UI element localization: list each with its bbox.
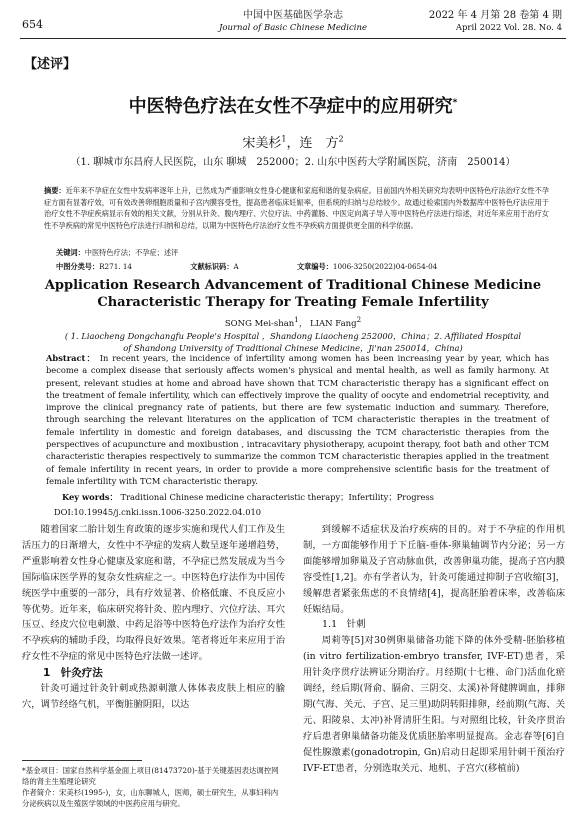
author-1-en: SONG Mei-shan (224, 318, 295, 329)
doc-code-value: A (233, 262, 239, 271)
article-title-en: Application Research Advancement of Traditional Chinese Medicine Characteristic Therapy for Treating Female Infertility (44, 278, 542, 310)
author-1-sup: 1 (281, 134, 287, 144)
keywords-cn (56, 248, 178, 258)
abstract-cn-label: 摘要： (44, 186, 66, 195)
doc-code-label: 文献标识码： (190, 262, 234, 271)
author-1-cn: 宋美杉 (242, 136, 282, 151)
abstract-en-label: Abstract： (46, 353, 96, 363)
abstract-en-text: In recent years, the incidence of infertility among women has been increasing year by year, which has become a complex disease that seriously affects women's physical and mental health, as well as family harmony. At present, relevant studies at home and abroad have shown that TCM characteristic therapy has a significant effect on the treatment of female infertility, which can effectively improve the quality of oocyte and endometrial receptivity, and improve the clinical pregnancy rate of patients, but there are few systematic induction and summary. Therefore, through searching the relevant literatures on the application of TCM characteristic therapies in the treatment of female infertility in domestic and foreign databases, and discussing the TCM characteristic therapies from the perspectives of acupuncture and moxibustion , intracavitary physiotherapy, acupoint therapy, foot bath and other TCM characteristic therapies respectively to summarize the common TCM characteristic therapies applied in the treatment of female infertility in recent years, in order to provide a more comprehensive scientific basis for the treatment of female infertility with TCM characteristic therapy. (46, 353, 550, 486)
keywords-en-label: Key words： (62, 492, 118, 502)
authors-cn (0, 132, 586, 151)
author-en-separator: ， (298, 318, 311, 329)
footnote (22, 765, 285, 809)
article-title-cn (0, 92, 586, 118)
article-id (297, 262, 465, 271)
keywords-en (62, 491, 434, 503)
author-2-en: LIAN Fang (310, 318, 357, 329)
authors-en (0, 315, 586, 329)
abstract-cn-text: 近年来不孕症在女性中发病率逐年上升，已然成为严重影响女性身心健康和家庭和谐的复杂病症。目前国内外相关研究均表明中医特色疗法治疗女性不孕症方面有显著疗效，可有效改善卵细胞质量和子宫内膜容受性，提高患者临床妊娠率，但系统的归纳与总结较少。故通过检索国内外数据库中医特色疗法应用于治疗女性不孕症疾病显示有效的相关文献，分别从针灸、腹内理疗、穴位疗法、中药灌肠、中医定向离子导入等中医特色疗法进行综述，对近年来应用于治疗女性不孕疾病的常见中医特色疗法进行归纳和总结，以期为中医特色疗法治疗女性不孕疾病方面提供更全面的科学依据。 (44, 186, 549, 230)
author-2-en-sup: 2 (356, 315, 362, 324)
body-left-column (22, 522, 285, 713)
header-divider (20, 38, 566, 39)
issue-date-en: April 2022 Vol. 28. No. 4 (455, 23, 562, 33)
affiliation-cn: （1. 聊城市东昌府人民医院，山东 聊城 252000；2. 山东中医药大学附属医院，济南 250014） (70, 157, 516, 168)
footnote-divider (22, 760, 142, 761)
affiliation-en: ( 1. Liaocheng Dongchangfu People's Hospital ，Shandong Liaocheng 252000，China；2. Affiliated Hospital of Shandong University of Traditional Chinese Medicine，Ji'nan 250014，China) (64, 331, 522, 353)
clc-number (56, 262, 160, 271)
title-cn-text: 中医特色疗法在女性不孕症中的应用研究 (128, 96, 453, 117)
clc-value: R271. 14 (99, 262, 132, 271)
article-id-value: 1006-3250(2022)04-0654-04 (332, 262, 438, 271)
author-2-cn: 连 方 (299, 136, 339, 151)
classification-row (56, 262, 493, 272)
subsection-heading-needling: 1.1 针刺 (322, 619, 366, 631)
acupuncture-paragraph: 针灸可通过针灸针刺或热源刺激人体体表皮肤上相应的腧穴，调节经络气机，平衡脏腑阴阳，以达 (22, 683, 285, 711)
issue-info (429, 9, 562, 35)
doi: DOI:10.19945/j.cnki.issn.1006-3250.2022.04.010 (54, 507, 262, 517)
journal-title-en: Journal of Basic Chinese Medicine (218, 23, 368, 33)
keywords-cn-text: 中医特色疗法；不孕症；述评 (84, 248, 179, 257)
clc-label: 中图分类号： (56, 262, 100, 271)
section-tag: 【述评】 (24, 57, 77, 72)
body-right-column (303, 522, 565, 777)
keywords-cn-label: 关键词： (56, 248, 85, 257)
fund-note: *基金项目：国家自然科学基金面上项目(81473720)-基于关键基因表达调控网络的肾主生殖理论研究 (22, 766, 279, 786)
needling-paragraph: 周莉等[5]对30例卵巢储备功能下降的体外受精-胚胎移植(in vitro fertilization-embryo transfer, IVF-ET)患者，采用针灸序贯疗法辨证分期治疗。月经期(十七椎、命门)活血化瘀调经，经后期(肾俞、膈俞、三阴交、太溪)补肾健脾调血，排卵期(气海、关元、子宫、足三里)助阴转阳排卵，经前期(气海、关元、阳陵泉、太冲)补肾清肝生阳。与对照组比较，针灸序贯治疗后患者卵巢储备功能及优质胚胎率明显提高。金志春等[6]自促性腺激素(gonadotropin, Gn)启动日起即采用针刺干预治疗IVF-ET患者，分别选取关元、地机、子宫穴(移植前) (303, 635, 565, 774)
author-1-en-sup: 1 (294, 315, 299, 324)
author-intro: 作者简介：宋美杉(1995-)，女，山东聊城人，医师，硕士研究生，从事妇科内分泌疾病以及生殖医学领域的中医药应用与研究。 (22, 788, 279, 808)
intro-paragraph: 随着国家二胎计划生育政策的逐步实施和现代人们工作及生活压力的日渐增大，女性中不孕症的发病人数呈逐年递增趋势，严重影响着女性身心健康及家庭和谐，不孕症已然发展成为当今国际临床医学界的复杂女性病症之一。中医特色疗法作为中国传统医学中重要的一部分，具有疗效显著、价格低廉、不良反应小等优势。近年来，临床研究将针灸、腔内理疗、穴位疗法、耳穴压豆、经皮穴位电刺激、中药足浴等中医特色疗法作为治疗女性不孕疾病的辅助手段，均取得良好效果。笔者将近年来应用于治疗女性不孕症的常见中医特色疗法做一述评。 (22, 524, 285, 663)
page-number: 654 (22, 18, 43, 31)
abstract-en (46, 352, 549, 487)
abstract-cn (44, 185, 549, 231)
author-2-sup: 2 (338, 134, 344, 144)
journal-title-cn: 中国中医基础医学杂志 (243, 10, 343, 21)
doc-code (190, 262, 266, 271)
section-heading-acupuncture: 1 针灸疗法 (43, 667, 103, 680)
mechanism-paragraph: 到缓解不适症状及治疗疾病的目的。对于不孕症的作用机制，一方面能够作用于下丘脑-垂体-卵巢轴调节内分泌；另一方面能够增加卵巢及子宫动脉血供，改善卵巢功能，提高子宫内膜容受性[1,2]。亦有学者认为，针灸可能通过抑制子宫收缩[3]，缓解患者紧张焦虑的不良情绪[4]，提高胚胎着床率，改善临床妊娠结局。 (303, 524, 565, 615)
keywords-en-text: Traditional Chinese medicine characteristic therapy；Infertility；Progress (120, 492, 434, 502)
article-id-label: 文章编号： (296, 262, 333, 271)
author-separator: ， (286, 136, 300, 151)
title-fund-mark: * (452, 98, 458, 108)
issue-date-cn: 2022 年 4 月第 28 卷第 4 期 (428, 10, 562, 21)
